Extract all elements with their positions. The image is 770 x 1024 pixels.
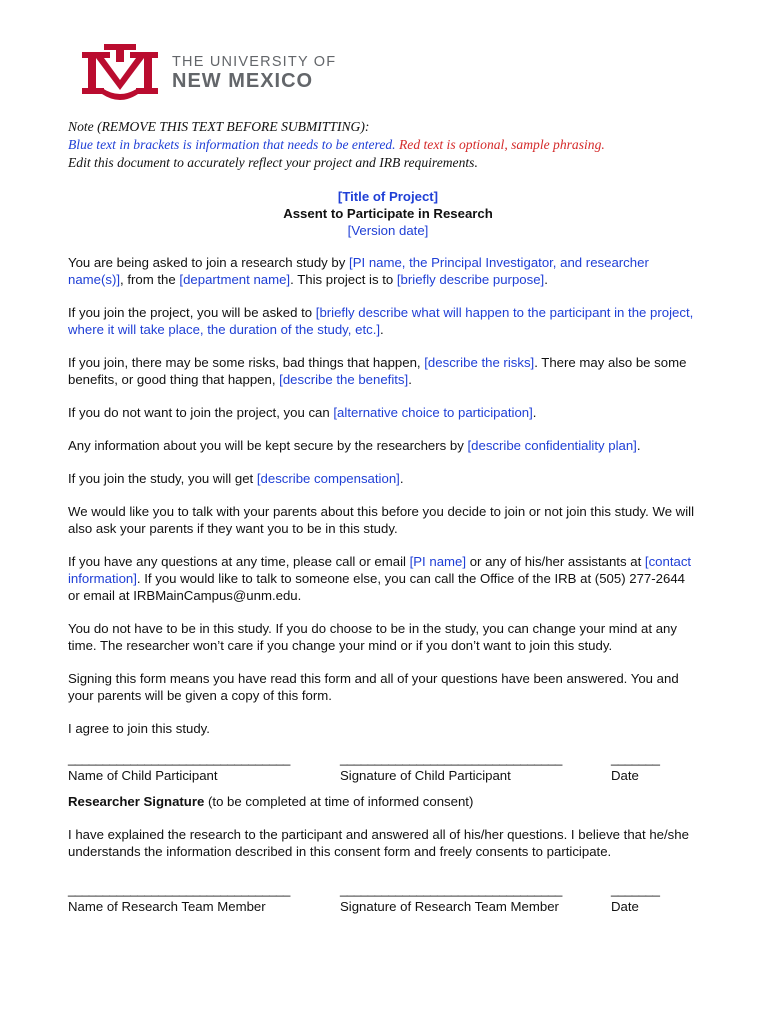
text: . If you would like to talk to someone else, you can call the Office of the IRB at (505) 277-2644 or email at IRBMainCampus@unm.edu.: [68, 571, 685, 603]
placeholder-benefits: [describe the benefits]: [279, 372, 409, 387]
child-signature-row: [68, 750, 708, 784]
text: or any of his/her assistants at: [466, 554, 645, 569]
text: .: [636, 438, 641, 453]
text: , from the: [120, 272, 180, 287]
child-name-field[interactable]: [68, 750, 290, 784]
placeholder-compensation: [describe compensation]: [256, 471, 400, 486]
text: If you join, there may be some risks, bad things that happen,: [68, 355, 425, 370]
paragraph-confidentiality: [68, 437, 700, 454]
signature-line: ________________________________: [68, 751, 290, 766]
placeholder-pi-name: [PI name, the Principal Investigator, and researcher name(s)]: [68, 255, 649, 287]
placeholder-purpose: [briefly describe purpose]: [396, 272, 545, 287]
note-red-text: Red text is optional, sample phrasing.: [398, 137, 605, 152]
researcher-heading-note: (to be completed at time of informed consent): [204, 794, 474, 809]
paragraph-parents: We would like you to talk with your parents about this before you decide to join or not join this study. We will also ask your parents if they want you to be in this study.: [68, 504, 694, 536]
signature-line: ________________________________: [340, 751, 562, 766]
researcher-signature-field[interactable]: [340, 881, 562, 915]
paragraph-invitation: [68, 254, 700, 288]
unm-seal-icon: [80, 44, 160, 102]
researcher-name-field[interactable]: [68, 881, 290, 915]
text: .: [399, 471, 404, 486]
researcher-date-label: Date: [611, 899, 639, 914]
placeholder-risks: [describe the risks]: [424, 355, 535, 370]
text: .: [544, 272, 548, 287]
paragraph-alternative: [68, 404, 700, 421]
text: If you have any questions at any time, please call or email: [68, 554, 410, 569]
note-blue-text: Blue text in brackets is information that needs to be entered.: [68, 137, 396, 152]
text: . This project is to: [290, 272, 397, 287]
text: You are being asked to join a research study by: [68, 255, 350, 270]
unm-logo: [80, 44, 340, 104]
paragraph-risks-benefits: [68, 354, 700, 388]
researcher-section: [68, 793, 700, 876]
signature-line: _______: [611, 882, 660, 897]
note-line-3: Edit this document to accurately reflect your project and IRB requirements.: [68, 155, 478, 170]
note-line-2: [68, 136, 718, 154]
text: .: [532, 405, 537, 420]
placeholder-department: [department name]: [179, 272, 291, 287]
paragraph-procedures: [68, 304, 700, 338]
text: .: [408, 372, 412, 387]
text: . There may also be some benefits, or good thing that happen,: [68, 355, 687, 387]
paragraph-signing: Signing this form means you have read this form and all of your questions have been answered. You and your parents will be given a copy of this form.: [68, 671, 679, 703]
child-date-label: Date: [611, 768, 639, 783]
text: If you do not want to join the project, you can: [68, 405, 334, 420]
paragraph-questions: [68, 553, 700, 604]
text: If you join the study, you will get: [68, 471, 257, 486]
assent-body: [68, 254, 700, 753]
researcher-name-label: Name of Research Team Member: [68, 899, 266, 914]
note-line-1: Note (REMOVE THIS TEXT BEFORE SUBMITTING):: [68, 119, 370, 134]
placeholder-alternative: [alternative choice to participation]: [333, 405, 533, 420]
paragraph-voluntary: You do not have to be in this study. If you do choose to be in the study, you can change your mind at any time. The researcher won’t care if you change your mind or if you don’t want to join this study.: [68, 621, 677, 653]
researcher-date-field[interactable]: [611, 881, 660, 915]
child-date-field[interactable]: [611, 750, 660, 784]
logo-line-1: THE UNIVERSITY OF: [172, 54, 337, 70]
placeholder-confidentiality: [describe confidentiality plan]: [467, 438, 637, 453]
document-heading: Assent to Participate in Research: [283, 206, 493, 221]
title-block: [68, 188, 708, 239]
paragraph-compensation: [68, 470, 700, 487]
signature-line: _______: [611, 751, 660, 766]
researcher-signature-row: [68, 881, 708, 915]
paragraph-agree: I agree to join this study.: [68, 721, 210, 736]
placeholder-contact: [contact information]: [68, 554, 692, 586]
submission-note: [68, 118, 718, 172]
logo-wordmark: [172, 54, 336, 92]
researcher-statement: I have explained the research to the participant and answered all of his/her questions. I believe that he/she understands the information described in this consent form and freely consents to participate.: [68, 827, 689, 859]
child-signature-field[interactable]: [340, 750, 562, 784]
project-title: [Title of Project]: [337, 189, 439, 204]
signature-line: ________________________________: [68, 882, 290, 897]
text: Any information about you will be kept secure by the researchers by: [68, 438, 468, 453]
signature-line: ________________________________: [340, 882, 562, 897]
version-date: [Version date]: [347, 223, 429, 238]
researcher-signature-label: Signature of Research Team Member: [340, 899, 559, 914]
text: .: [380, 322, 384, 337]
researcher-heading: [68, 793, 700, 810]
logo-line-2: NEW MEXICO: [172, 70, 314, 92]
child-signature-label: Signature of Child Participant: [340, 768, 511, 783]
text: If you join the project, you will be asked to: [68, 305, 316, 320]
child-name-label: Name of Child Participant: [68, 768, 218, 783]
researcher-heading-bold: Researcher Signature: [68, 794, 205, 809]
placeholder-procedures: [briefly describe what will happen to the participant in the project, where it will take place, the duration of the study, etc.]: [68, 305, 694, 337]
placeholder-pi-name: [PI name]: [409, 554, 467, 569]
